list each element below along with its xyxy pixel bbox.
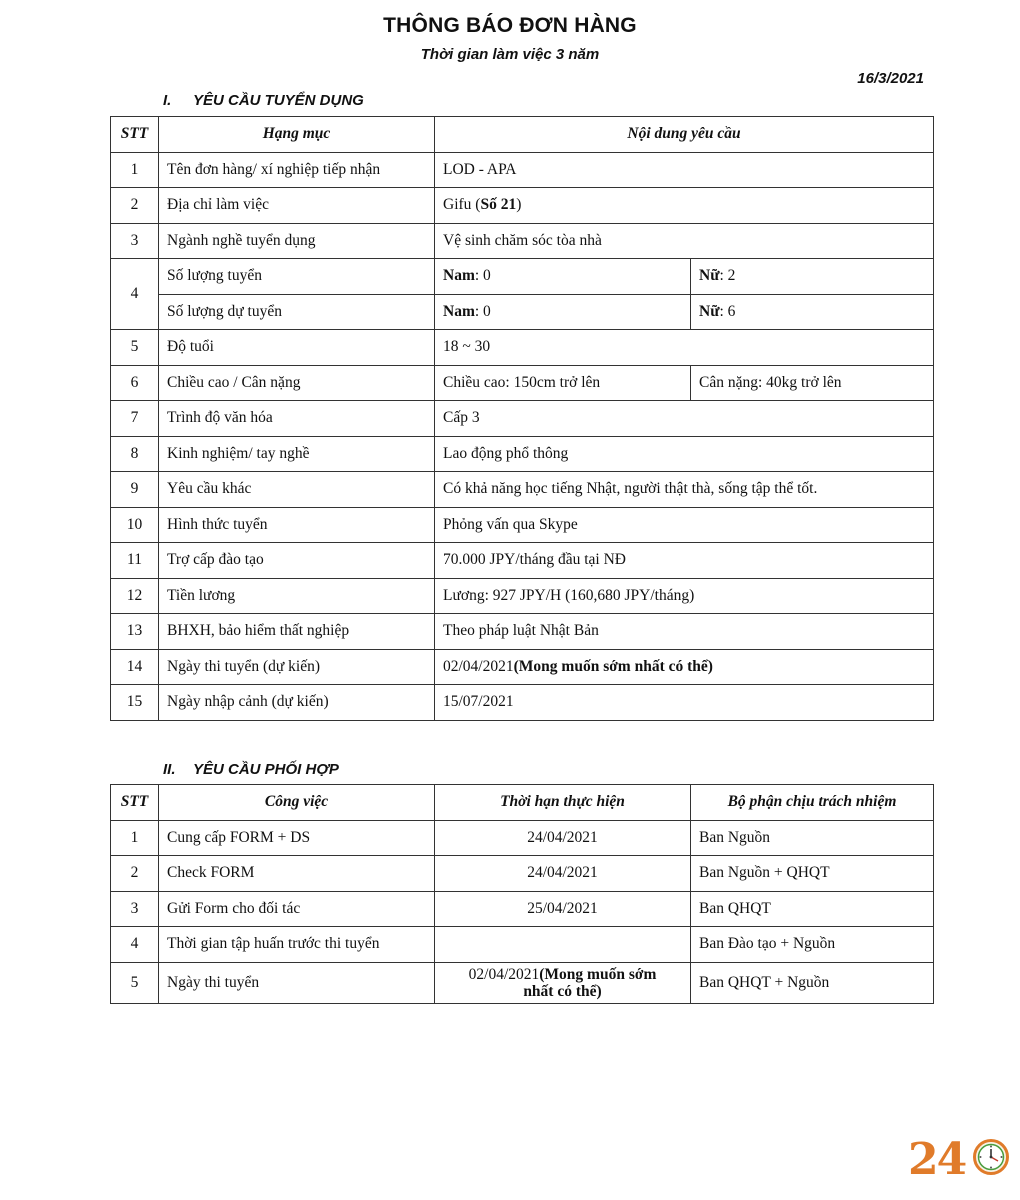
table-row: [111, 685, 934, 721]
section-number: II.: [163, 761, 176, 778]
female-count-cell: [691, 259, 934, 295]
row-value: 18 ~ 30: [435, 330, 934, 366]
row-value: Có khả năng học tiếng Nhật, người thật thà, sống tập thể tốt.: [435, 472, 934, 508]
section-number: I.: [163, 92, 172, 109]
row-item: Ngày nhập cảnh (dự kiến): [159, 685, 435, 721]
exam-date-note: (Mong muốn sớm nhất có thể): [523, 965, 657, 1000]
female-count: : 2: [719, 267, 736, 285]
row-item: Độ tuổi: [159, 330, 435, 366]
row-number: 11: [111, 543, 159, 579]
row-item: Kinh nghiệm/ tay nghề: [159, 436, 435, 472]
row-number: 13: [111, 614, 159, 650]
table-row: [111, 856, 934, 892]
row-number: 5: [111, 330, 159, 366]
column-header-department: Bộ phận chịu trách nhiệm: [691, 785, 934, 821]
row-value: Theo pháp luật Nhật Bản: [435, 614, 934, 650]
row-task: Ngày thi tuyển: [159, 962, 435, 1003]
table-row: [111, 820, 934, 856]
row-item: Địa chỉ làm việc: [159, 188, 435, 224]
row-number: 2: [111, 188, 159, 224]
row-number: 9: [111, 472, 159, 508]
section-heading-recruitment: [163, 92, 364, 109]
row-department: Ban Nguồn + QHQT: [691, 856, 934, 892]
row-deadline: 24/04/2021: [435, 820, 691, 856]
table-row: [111, 614, 934, 650]
row-deadline: [435, 962, 691, 1003]
recruitment-requirements-table: [110, 116, 934, 721]
row-number: 10: [111, 507, 159, 543]
table-header-row: [111, 785, 934, 821]
column-header-task: Công việc: [159, 785, 435, 821]
row-value: LOD - APA: [435, 152, 934, 188]
table-row: [111, 330, 934, 366]
exam-date: 02/04/2021: [443, 657, 514, 675]
table-row: [111, 962, 934, 1003]
table-header-row: [111, 117, 934, 153]
table-row: [111, 401, 934, 437]
row-value: [435, 188, 934, 224]
row-task: Cung cấp FORM + DS: [159, 820, 435, 856]
row-task: Thời gian tập huấn trước thi tuyển: [159, 927, 435, 963]
row-number: 15: [111, 685, 159, 721]
row-number: 6: [111, 365, 159, 401]
document-date: 16/3/2021: [857, 70, 924, 87]
row-department: Ban QHQT + Nguồn: [691, 962, 934, 1003]
row-item: Trợ cấp đào tạo: [159, 543, 435, 579]
row-value: Vệ sinh chăm sóc tòa nhà: [435, 223, 934, 259]
logo-text: 24: [908, 1134, 966, 1185]
location-number: Số 21: [480, 196, 517, 214]
table-row: [111, 578, 934, 614]
weight-requirement: Cân nặng: 40kg trở lên: [691, 365, 934, 401]
row-item: Số lượng dự tuyển: [159, 294, 435, 330]
male-count-cell: [435, 259, 691, 295]
row-value: [435, 649, 934, 685]
row-value: Lao động phổ thông: [435, 436, 934, 472]
document-subtitle: Thời gian làm việc 3 năm: [420, 46, 600, 63]
row-item: Chiều cao / Cân nặng: [159, 365, 435, 401]
column-header-item: Hạng mục: [159, 117, 435, 153]
row-department: Ban Đào tạo + Nguồn: [691, 927, 934, 963]
row-item: Yêu cầu khác: [159, 472, 435, 508]
table-row: [111, 152, 934, 188]
male-count: : 0: [474, 302, 491, 320]
row-number: 4: [111, 927, 159, 963]
row-item: Hình thức tuyển: [159, 507, 435, 543]
table-row: [111, 891, 934, 927]
row-item: Số lượng tuyển: [159, 259, 435, 295]
row-task: Check FORM: [159, 856, 435, 892]
table-row: [111, 223, 934, 259]
row-number: 2: [111, 856, 159, 892]
row-number: 1: [111, 152, 159, 188]
row-value: Lương: 927 JPY/H (160,680 JPY/tháng): [435, 578, 934, 614]
female-count: : 6: [719, 302, 736, 320]
section-heading-coordination: [163, 761, 339, 778]
female-label: Nữ: [699, 302, 720, 320]
row-number: 1: [111, 820, 159, 856]
brand-logo: [908, 1136, 1012, 1186]
table-row: [111, 436, 934, 472]
row-number: 4: [111, 259, 159, 330]
row-number: 3: [111, 891, 159, 927]
row-item: BHXH, bảo hiểm thất nghiệp: [159, 614, 435, 650]
row-deadline: 25/04/2021: [435, 891, 691, 927]
table-row: [111, 294, 934, 330]
row-task: Gửi Form cho đối tác: [159, 891, 435, 927]
row-number: 7: [111, 401, 159, 437]
table-row: [111, 507, 934, 543]
section-title: YÊU CẦU TUYỂN DỤNG: [193, 92, 364, 109]
section-title: YÊU CẦU PHỐI HỢP: [193, 761, 339, 778]
table-row: [111, 365, 934, 401]
row-number: 12: [111, 578, 159, 614]
row-item: Ngày thi tuyển (dự kiến): [159, 649, 435, 685]
column-header-content: Nội dung yêu cầu: [435, 117, 934, 153]
row-item: Ngành nghề tuyển dụng: [159, 223, 435, 259]
table-row: [111, 259, 934, 295]
exam-date-note: (Mong muốn sớm nhất có thể): [513, 657, 713, 675]
male-count: : 0: [474, 267, 491, 285]
row-department: Ban Nguồn: [691, 820, 934, 856]
row-item: Tiền lương: [159, 578, 435, 614]
row-value: 15/07/2021: [435, 685, 934, 721]
document-title: THÔNG BÁO ĐƠN HÀNG: [383, 14, 637, 37]
table-row: [111, 188, 934, 224]
clock-icon: [972, 1138, 1010, 1176]
row-department: Ban QHQT: [691, 891, 934, 927]
table-row: [111, 472, 934, 508]
male-label: Nam: [443, 302, 475, 320]
row-number: 14: [111, 649, 159, 685]
row-deadline: 24/04/2021: [435, 856, 691, 892]
row-number: 5: [111, 962, 159, 1003]
male-count-cell: [435, 294, 691, 330]
column-header-stt: STT: [111, 785, 159, 821]
male-label: Nam: [443, 267, 475, 285]
column-header-stt: STT: [111, 117, 159, 153]
row-item: Trình độ văn hóa: [159, 401, 435, 437]
row-value: Cấp 3: [435, 401, 934, 437]
closing-paren: ): [516, 196, 522, 214]
row-item: Tên đơn hàng/ xí nghiệp tiếp nhận: [159, 152, 435, 188]
height-requirement: Chiều cao: 150cm trở lên: [435, 365, 691, 401]
row-number: 8: [111, 436, 159, 472]
female-label: Nữ: [699, 267, 720, 285]
row-value: Phỏng vấn qua Skype: [435, 507, 934, 543]
row-value: 70.000 JPY/tháng đầu tại NĐ: [435, 543, 934, 579]
row-number: 3: [111, 223, 159, 259]
row-deadline: [435, 927, 691, 963]
coordination-requirements-table: [110, 784, 934, 1004]
work-location: Gifu (: [443, 196, 481, 214]
table-row: [111, 543, 934, 579]
column-header-deadline: Thời hạn thực hiện: [435, 785, 691, 821]
table-row: [111, 649, 934, 685]
table-row: [111, 927, 934, 963]
female-count-cell: [691, 294, 934, 330]
exam-date: 02/04/2021: [468, 965, 540, 983]
